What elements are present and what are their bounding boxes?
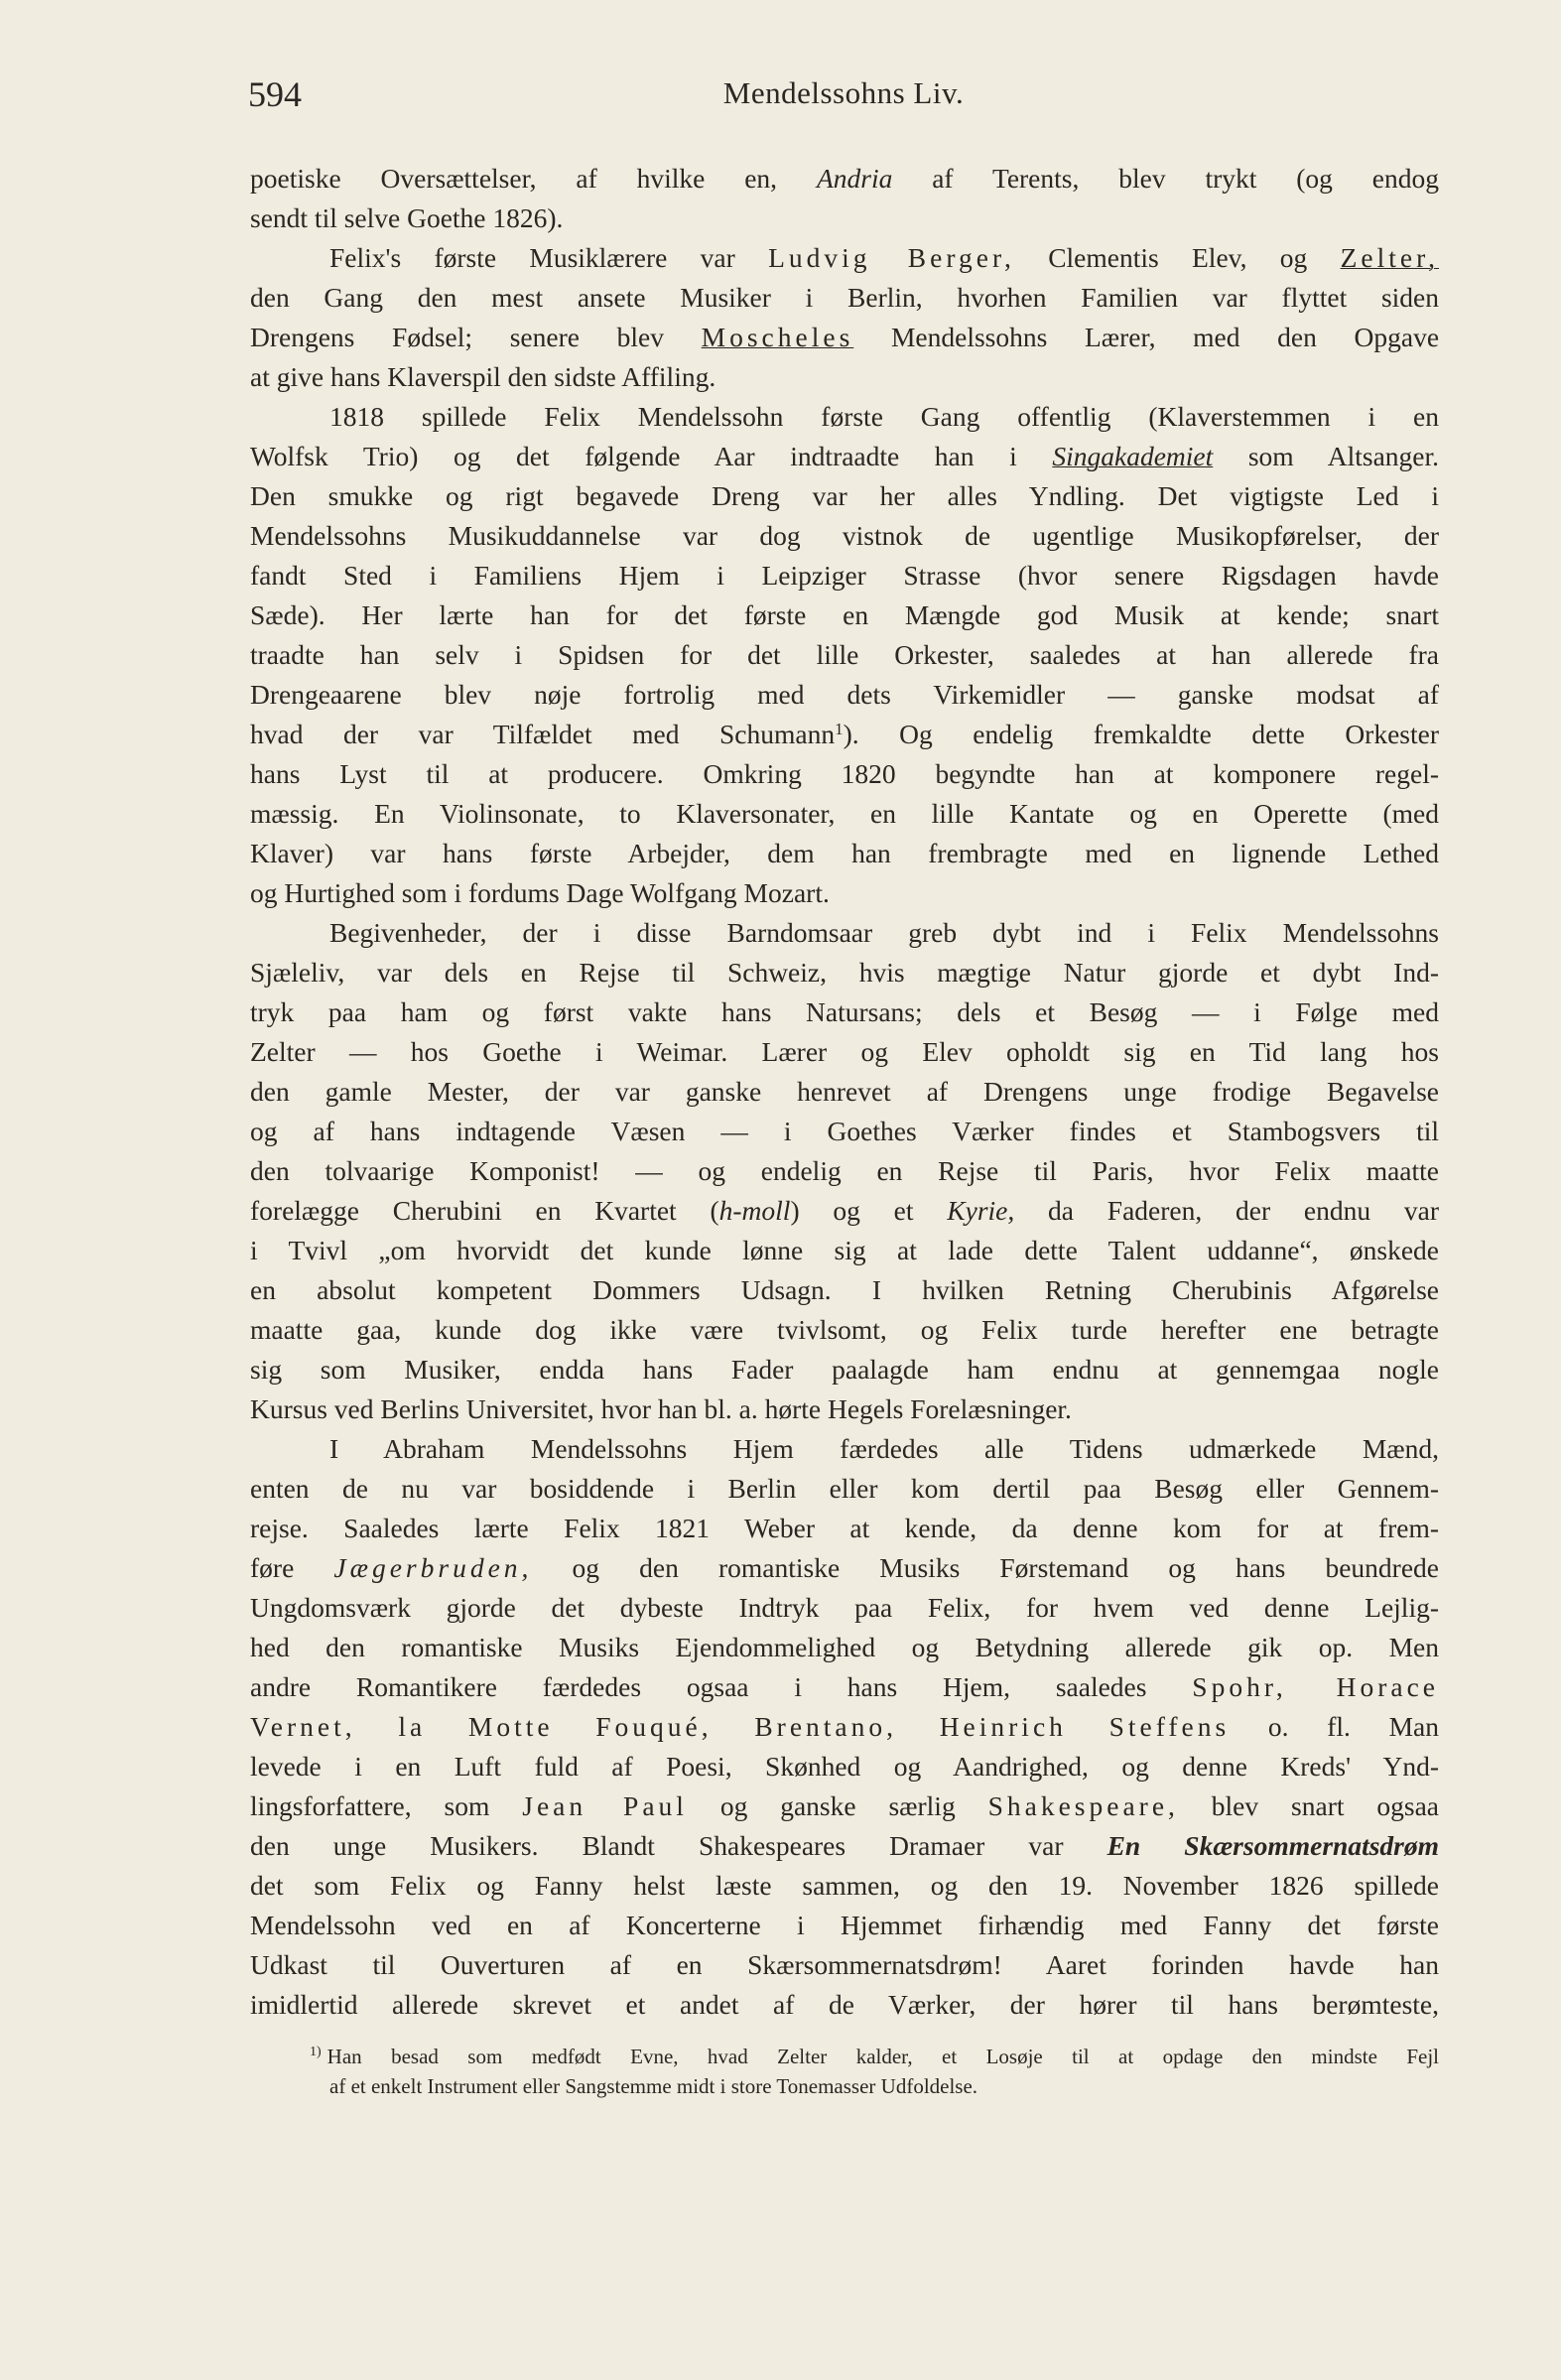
text-line: imidlertid allerede skrevet et andet af de Værker, der hører til hans berømteste,	[250, 1989, 1439, 2020]
footnote	[250, 2042, 1439, 2101]
text-line: lingsforfattere, som Jean Paul og ganske særlig Shakespeare, blev snart ogsaa	[250, 1790, 1439, 1821]
text-line: I Abraham Mendelssohns Hjem færdedes alle Tidens udmærkede Mænd,	[329, 1433, 1439, 1464]
text-line: den Gang den mest ansete Musiker i Berlin, hvorhen Familien var flyttet siden	[250, 282, 1439, 313]
text-line: andre Romantikere færdedes ogsaa i hans Hjem, saaledes Spohr, Horace	[250, 1671, 1439, 1702]
text-line: hans Lyst til at producere. Omkring 1820 begyndte han at komponere regel-	[250, 758, 1439, 789]
text-line: Drengeaarene blev nøje fortrolig med dets Virkemidler — ganske modsat af	[250, 679, 1439, 710]
running-head: Mendelssohns Liv.	[722, 75, 965, 110]
text-line: maatte gaa, kunde dog ikke være tvivlsomt, og Felix turde herefter ene betragte	[250, 1314, 1439, 1345]
text-line: hed den romantiske Musiks Ejendommelighed og Betydning allerede gik op. Men	[250, 1632, 1439, 1662]
text-line: 1818 spillede Felix Mendelssohn første Gang offentlig (Klaverstemmen i en	[329, 401, 1439, 432]
footnote-line: $^{1)}$ Han besad som medfødt Evne, hvad Zelter kalder, et Losøje til at opdage den mindste Fejl	[310, 2045, 1439, 2068]
text-line: Wolfsk Trio) og det følgende Aar indtraadte han i Singakademiet som Altsanger.	[250, 441, 1439, 471]
text-line: traadte han selv i Spidsen for det lille Orkester, saaledes at han allerede fra	[250, 639, 1439, 670]
text-line: den gamle Mester, der var ganske henrevet af Drengens unge frodige Begavelse	[250, 1076, 1439, 1107]
text-line: enten de nu var bosiddende i Berlin eller kom dertil paa Besøg eller Gennem-	[250, 1473, 1439, 1504]
text-line: det som Felix og Fanny helst læste sammen, og den 19. November 1826 spillede	[250, 1870, 1439, 1901]
text-line: Sæde). Her lærte han for det første en Mængde god Musik at kende; snart	[250, 599, 1439, 630]
text-line: Kursus ved Berlins Universitet, hvor han bl. a. hørte Hegels Forelæsninger.	[250, 1393, 1072, 1424]
text-line: i Tvivl „om hvorvidt det kunde lønne sig at lade dette Talent uddanne“, ønskede	[250, 1235, 1439, 1265]
footnote-mark: 1)	[310, 2045, 322, 2059]
footnote-ref: 1	[835, 720, 844, 738]
text-line: Klaver) var hans første Arbejder, dem han frembragte med en lignende Lethed	[250, 838, 1439, 868]
text-line: mæssig. En Violinsonate, to Klaversonater, en lille Kantate og en Operette (med	[250, 798, 1439, 829]
text-line: Mendelssohns Musikuddannelse var dog vistnok de ugentlige Musikopførelser, der	[250, 520, 1439, 551]
text-line: sig som Musiker, endda hans Fader paalagde ham endnu at gennemgaa nogle	[250, 1354, 1439, 1385]
page-header	[248, 73, 1439, 123]
text-line: den tolvaarige Komponist! — og endelig en Rejse til Paris, hvor Felix maatte	[250, 1155, 1439, 1186]
text-line: Ungdomsværk gjorde det dybeste Indtryk paa Felix, for hvem ved denne Lejlig-	[250, 1592, 1439, 1623]
text-line: poetiske Oversættelser, af hvilke en, Andria af Terents, blev trykt (og endog	[250, 163, 1439, 194]
text-line: Den smukke og rigt begavede Dreng var her alles Yndling. Det vigtigste Led i	[250, 480, 1439, 511]
body-text	[250, 159, 1439, 2025]
text-line: Mendelssohn ved en af Koncerterne i Hjemmet firhændig med Fanny det første	[250, 1910, 1439, 1940]
text-line: og af hans indtagende Væsen — i Goethes Værker findes et Stambogsvers til	[250, 1116, 1439, 1146]
text-line: Vernet, la Motte Fouqué, Brentano, Heinrich Steffens o. fl. Man	[250, 1711, 1439, 1742]
footnote-line: af et enkelt Instrument eller Sangstemme midt i store Tonemasser Udfoldelse.	[329, 2074, 978, 2098]
text-line: Sjæleliv, var dels en Rejse til Schweiz, hvis mægtige Natur gjorde et dybt Ind-	[250, 957, 1439, 988]
text-line: Drengens Fødsel; senere blev Moscheles Mendelssohns Lærer, med den Opgave	[250, 322, 1439, 352]
text-line: Felix's første Musiklærere var Ludvig Berger, Clementis Elev, og Zelter,	[329, 242, 1439, 273]
text-line: Zelter — hos Goethe i Weimar. Lærer og Elev opholdt sig en Tid lang hos	[250, 1036, 1439, 1067]
text-line: forelægge Cherubini en Kvartet (h-moll) og et Kyrie, da Faderen, der endnu var	[250, 1195, 1439, 1226]
text-line: Begivenheder, der i disse Barndomsaar greb dybt ind i Felix Mendelssohns	[329, 917, 1439, 948]
text-line: hvad der var Tilfældet med Schumann$^1$). Og endelig fremkaldte dette Orkester	[250, 719, 1439, 749]
text-line: den unge Musikers. Blandt Shakespeares Dramaer var En Skærsommernatsdrøm	[250, 1830, 1439, 1861]
page-number: 594	[248, 74, 302, 114]
text-line: fandt Sted i Familiens Hjem i Leipziger Strasse (hvor senere Rigsdagen havde	[250, 560, 1439, 591]
text-line: en absolut kompetent Dommers Udsagn. I hvilken Retning Cherubinis Afgørelse	[250, 1274, 1439, 1305]
text-line: rejse. Saaledes lærte Felix 1821 Weber at kende, da denne kom for at frem-	[250, 1513, 1439, 1543]
text-line: levede i en Luft fuld af Poesi, Skønhed og Aandrighed, og denne Kreds' Ynd-	[250, 1751, 1439, 1782]
text-line: føre Jægerbruden, og den romantiske Musiks Førstemand og hans beundrede	[250, 1552, 1439, 1583]
text-line: og Hurtighed som i fordums Dage Wolfgang Mozart.	[250, 877, 830, 908]
text-line: sendt til selve Goethe 1826).	[250, 202, 564, 233]
text-line: Udkast til Ouverturen af en Skærsommernatsdrøm! Aaret forinden havde han	[250, 1949, 1439, 1980]
text-line: at give hans Klaverspil den sidste Affiling.	[250, 361, 716, 392]
text-line: tryk paa ham og først vakte hans Natursans; dels et Besøg — i Følge med	[250, 996, 1439, 1027]
